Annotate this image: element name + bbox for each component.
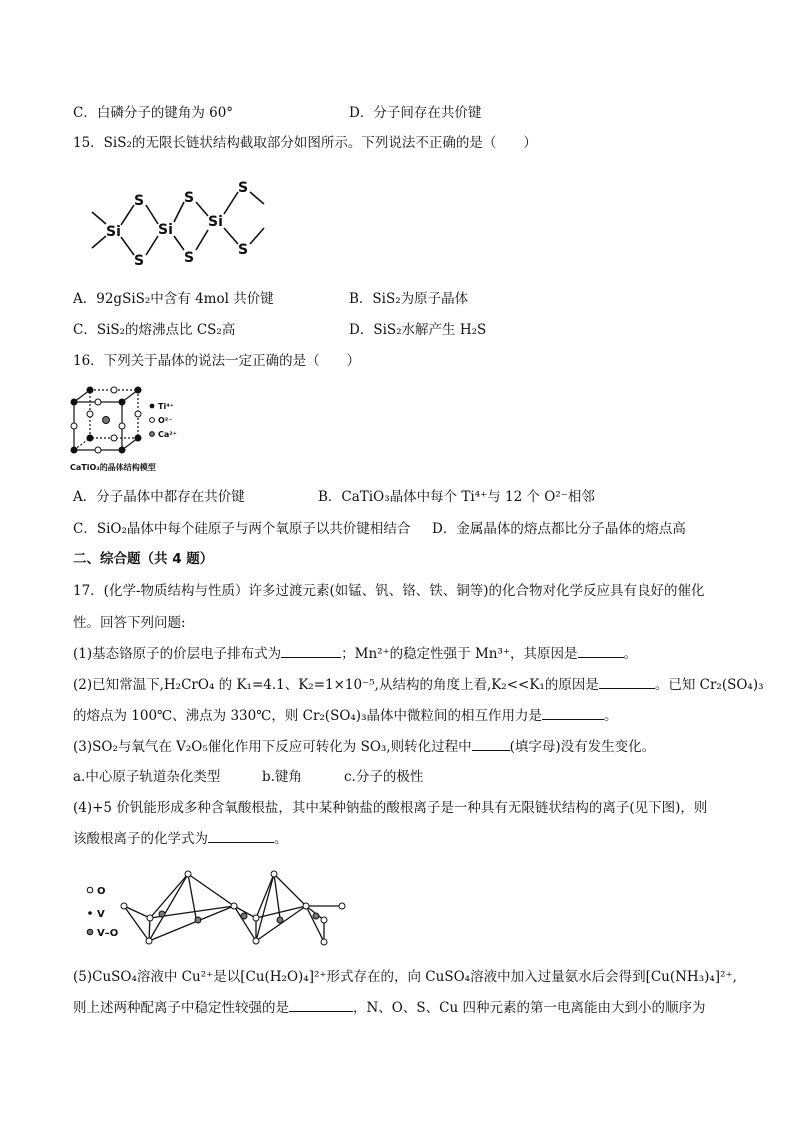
answer-blank[interactable] — [289, 999, 353, 1012]
q17-intro-line2: 性。回答下列问题: — [73, 615, 186, 631]
s-label: S — [134, 253, 145, 269]
q17-part3-option-a: a.中心原子轨道杂化类型 — [73, 769, 221, 785]
si-label: Si — [208, 214, 223, 230]
q15-option-d: D．SiS₂水解产生 H₂S — [349, 322, 487, 338]
q17-part2-line1 — [73, 676, 764, 694]
q17-part3-text: (3)SO₂与氧气在 V₂O₅催化作用下反应可转化为 SO₃,则转化过程中 — [73, 739, 472, 755]
q17-part4-line1: (4)+5 价钒能形成多种含氧酸根盐，其中某种钠盐的酸根离子是一种具有无限链状结构的离子(见下图)，则 — [73, 800, 708, 816]
answer-blank[interactable] — [208, 830, 274, 843]
q17-part4-line2 — [73, 830, 288, 848]
q15-stem: 15．SiS₂的无限长链状结构截取部分如图所示。下列说法不正确的是（ ） — [73, 135, 537, 151]
q16-stem: 16．下列关于晶体的说法一定正确的是（ ） — [73, 353, 361, 369]
s-label: S — [184, 250, 195, 266]
catio3-crystal-figure — [68, 384, 208, 476]
q17-part5-line1: (5)CuSO₄溶液中 Cu²⁺是以[Cu(H₂O)₄]²⁺形式存在的，向 CuSO₄溶液中加入过量氨水后会得到[Cu(NH₃)₄]²⁺, — [73, 969, 737, 985]
q17-part1 — [73, 645, 637, 663]
s-label: S — [134, 193, 145, 209]
q14-option-c: C．白磷分子的键角为 60° — [73, 105, 234, 121]
q17-part3 — [73, 738, 655, 756]
q17-part2-text: (2)已知常温下,H₂CrO₄ 的 K₁=4.1、K₂=1×10⁻⁵,从结构的角度上看,K₂<<K₁的原因是 — [73, 677, 599, 693]
answer-blank[interactable] — [472, 738, 510, 751]
q17-part4-text: 该酸根离子的化学式为 — [73, 831, 208, 847]
answer-blank[interactable] — [281, 645, 341, 658]
figure-caption: CaTiO₃的晶体结构模型 — [70, 463, 156, 472]
q17-part1-text: ；Mn²⁺的稳定性强于 Mn³⁺，其原因是 — [341, 646, 578, 662]
q17-part2-text: 。已知 Cr₂(SO₄)₃ — [654, 677, 764, 693]
q16-option-c: C．SiO₂晶体中每个硅原子与两个氧原子以共价键相结合 — [73, 521, 411, 537]
sis2-chain-figure — [88, 176, 278, 272]
legend-o: O²⁻ — [158, 416, 173, 425]
legend-v: V — [97, 909, 105, 920]
legend-o: O — [97, 886, 106, 897]
q17-part2-text: 。 — [603, 708, 618, 724]
q17-part5-line2 — [73, 999, 705, 1017]
q17-part1-text: (1)基态铬原子的价层电子排布式为 — [73, 646, 282, 662]
q15-option-a: A．92gSiS₂中含有 4mol 共价键 — [73, 291, 274, 307]
q16-option-d: D．金属晶体的熔点都比分子晶体的熔点高 — [432, 521, 686, 537]
q17-intro-line1: 17．(化学-物质结构与性质）许多过渡元素(如锰、钒、铬、铁、铜等)的化合物对化学反应具有良好的催化 — [73, 583, 705, 599]
q16-option-a: A．分子晶体中都存在共价键 — [73, 489, 245, 505]
si-label: Si — [106, 224, 121, 240]
q17-part3-option-c: c.分子的极性 — [344, 769, 424, 785]
legend-ca: Ca²⁺ — [158, 430, 177, 439]
q15-option-c: C．SiS₂的熔沸点比 CS₂高 — [73, 322, 236, 338]
s-label: S — [238, 180, 249, 196]
vanadate-chain-figure — [84, 866, 348, 950]
q17-part3-option-b: b.键角 — [262, 769, 302, 785]
q17-part5-text: ，N、O、S、Cu 四种元素的第一电离能由大到小的顺序为 — [353, 1000, 706, 1016]
answer-blank[interactable] — [578, 645, 624, 658]
answer-blank[interactable] — [542, 707, 604, 720]
s-label: S — [184, 190, 195, 206]
legend-v-o: V–O — [97, 928, 119, 939]
legend-ti: Ti⁴⁺ — [158, 402, 174, 411]
q16-option-b: B．CaTiO₃晶体中每个 Ti⁴⁺与 12 个 O²⁻相邻 — [318, 489, 595, 505]
q17-part4-text: 。 — [274, 831, 288, 847]
q15-option-b: B．SiS₂为原子晶体 — [349, 291, 469, 307]
q17-part1-text: 。 — [623, 646, 638, 662]
q17-part5-text: 则上述两种配离子中稳定性较强的是 — [73, 1000, 289, 1016]
section-heading: 二、综合题（共 4 题） — [73, 551, 214, 567]
q17-part2-line2 — [73, 707, 617, 725]
q17-part3-text: (填字母)没有发生变化。 — [509, 739, 656, 755]
q14-option-d: D．分子间存在共价键 — [349, 105, 482, 121]
answer-blank[interactable] — [599, 676, 655, 689]
q17-part2-text: 的熔点为 100℃、沸点为 330℃，则 Cr₂(SO₄)₃晶体中微粒间的相互作用力是 — [73, 708, 542, 724]
si-label: Si — [158, 222, 173, 238]
s-label: S — [238, 242, 249, 258]
